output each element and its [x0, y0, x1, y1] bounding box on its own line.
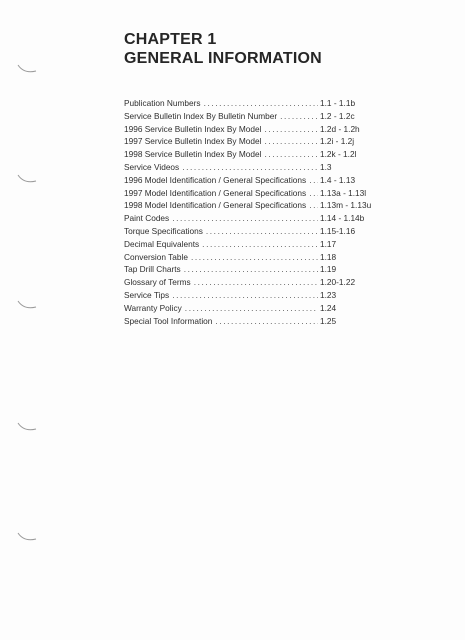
toc-dot-leader — [204, 97, 318, 110]
toc-entry-title: Conversion Table — [124, 251, 188, 262]
chapter-number: CHAPTER 1 — [124, 31, 217, 48]
binder-hole-mark — [16, 298, 38, 312]
toc-entry-pages: 1.19 — [320, 264, 337, 275]
toc-entry — [124, 199, 384, 212]
toc-entry — [124, 174, 384, 187]
toc-entry — [124, 225, 384, 238]
table-of-contents — [124, 97, 384, 327]
toc-entry-title: Tap Drill Charts — [124, 264, 181, 275]
toc-entry — [124, 302, 384, 315]
toc-entry — [124, 289, 384, 302]
toc-dot-leader — [206, 225, 318, 238]
toc-entry — [124, 161, 384, 174]
toc-entry-title: Paint Codes — [124, 213, 170, 224]
toc-entry — [124, 238, 384, 251]
chapter-title: GENERAL INFORMATION — [124, 50, 322, 67]
toc-dot-leader — [191, 251, 318, 264]
toc-entry-pages: 1.2i - 1.2j — [320, 136, 355, 147]
toc-entry-pages: 1.25 — [320, 315, 337, 326]
toc-dot-leader — [309, 199, 318, 212]
toc-entry — [124, 263, 384, 276]
toc-entry-pages: 1.3 — [320, 161, 332, 172]
toc-entry-pages: 1.13a - 1.13l — [320, 187, 367, 198]
toc-entry-title: 1998 Service Bulletin Index By Model — [124, 149, 262, 160]
toc-entry-pages: 1.18 — [320, 251, 337, 262]
toc-dot-leader — [172, 212, 318, 225]
toc-entry-pages: 1.4 - 1.13 — [320, 174, 356, 185]
toc-dot-leader — [194, 276, 318, 289]
toc-entry-title: Decimal Equivalents — [124, 238, 200, 249]
toc-dot-leader — [182, 161, 318, 174]
toc-dot-leader — [309, 187, 318, 200]
toc-dot-leader — [264, 135, 318, 148]
toc-entry-title: 1996 Model Identification / General Specifications — [124, 174, 307, 185]
toc-dot-leader — [184, 263, 318, 276]
binder-hole-mark — [16, 172, 38, 186]
toc-dot-leader — [309, 174, 318, 187]
toc-dot-leader — [202, 238, 318, 251]
toc-entry-pages: 1.2 - 1.2c — [320, 110, 355, 121]
toc-entry-title: Service Bulletin Index By Bulletin Number — [124, 110, 278, 121]
toc-entry-title: 1998 Model Identification / General Specifications — [124, 200, 307, 211]
toc-entry-pages: 1.2k - 1.2l — [320, 149, 357, 160]
toc-entry-title: Publication Numbers — [124, 98, 201, 108]
toc-entry-pages: 1.20-1.22 — [320, 277, 356, 288]
toc-entry — [124, 123, 384, 136]
toc-entry — [124, 315, 384, 328]
binder-hole-mark — [16, 62, 38, 76]
toc-entry — [124, 251, 384, 264]
chapter-heading — [124, 30, 322, 68]
toc-entry-pages: 1.24 — [320, 302, 337, 313]
toc-entry-title: Glossary of Terms — [124, 277, 191, 288]
binder-hole-mark — [16, 420, 38, 434]
toc-entry — [124, 187, 384, 200]
toc-entry-title: Warranty Policy — [124, 302, 182, 313]
toc-entry-pages: 1.17 — [320, 238, 337, 249]
toc-entry-title: Service Videos — [124, 161, 180, 172]
toc-entry — [124, 276, 384, 289]
toc-entry-pages: 1.23 — [320, 289, 337, 300]
toc-dot-leader — [280, 110, 318, 123]
toc-entry-title: 1996 Service Bulletin Index By Model — [124, 123, 262, 134]
toc-entry-pages: 1.1 - 1.1b — [320, 98, 356, 108]
toc-dot-leader — [264, 123, 318, 136]
toc-dot-leader — [264, 148, 318, 161]
toc-entry — [124, 110, 384, 123]
toc-dot-leader — [172, 289, 318, 302]
toc-entry-title: Torque Specifications — [124, 225, 203, 236]
toc-entry — [124, 135, 384, 148]
binder-hole-mark — [16, 530, 38, 544]
toc-dot-leader — [185, 302, 318, 315]
toc-entry-pages: 1.15-1.16 — [320, 225, 356, 236]
toc-entry — [124, 212, 384, 225]
toc-entry-title: 1997 Service Bulletin Index By Model — [124, 136, 262, 147]
toc-entry-title: Special Tool Information — [124, 315, 213, 326]
toc-entry-pages: 1.2d - 1.2h — [320, 123, 360, 134]
toc-entry — [124, 97, 384, 110]
toc-entry-pages: 1.13m - 1.13u — [320, 200, 372, 211]
toc-entry-title: Service Tips — [124, 289, 170, 300]
toc-dot-leader — [215, 315, 318, 328]
toc-entry-title: 1997 Model Identification / General Specifications — [124, 187, 307, 198]
toc-entry-pages: 1.14 - 1.14b — [320, 213, 365, 224]
toc-entry — [124, 148, 384, 161]
